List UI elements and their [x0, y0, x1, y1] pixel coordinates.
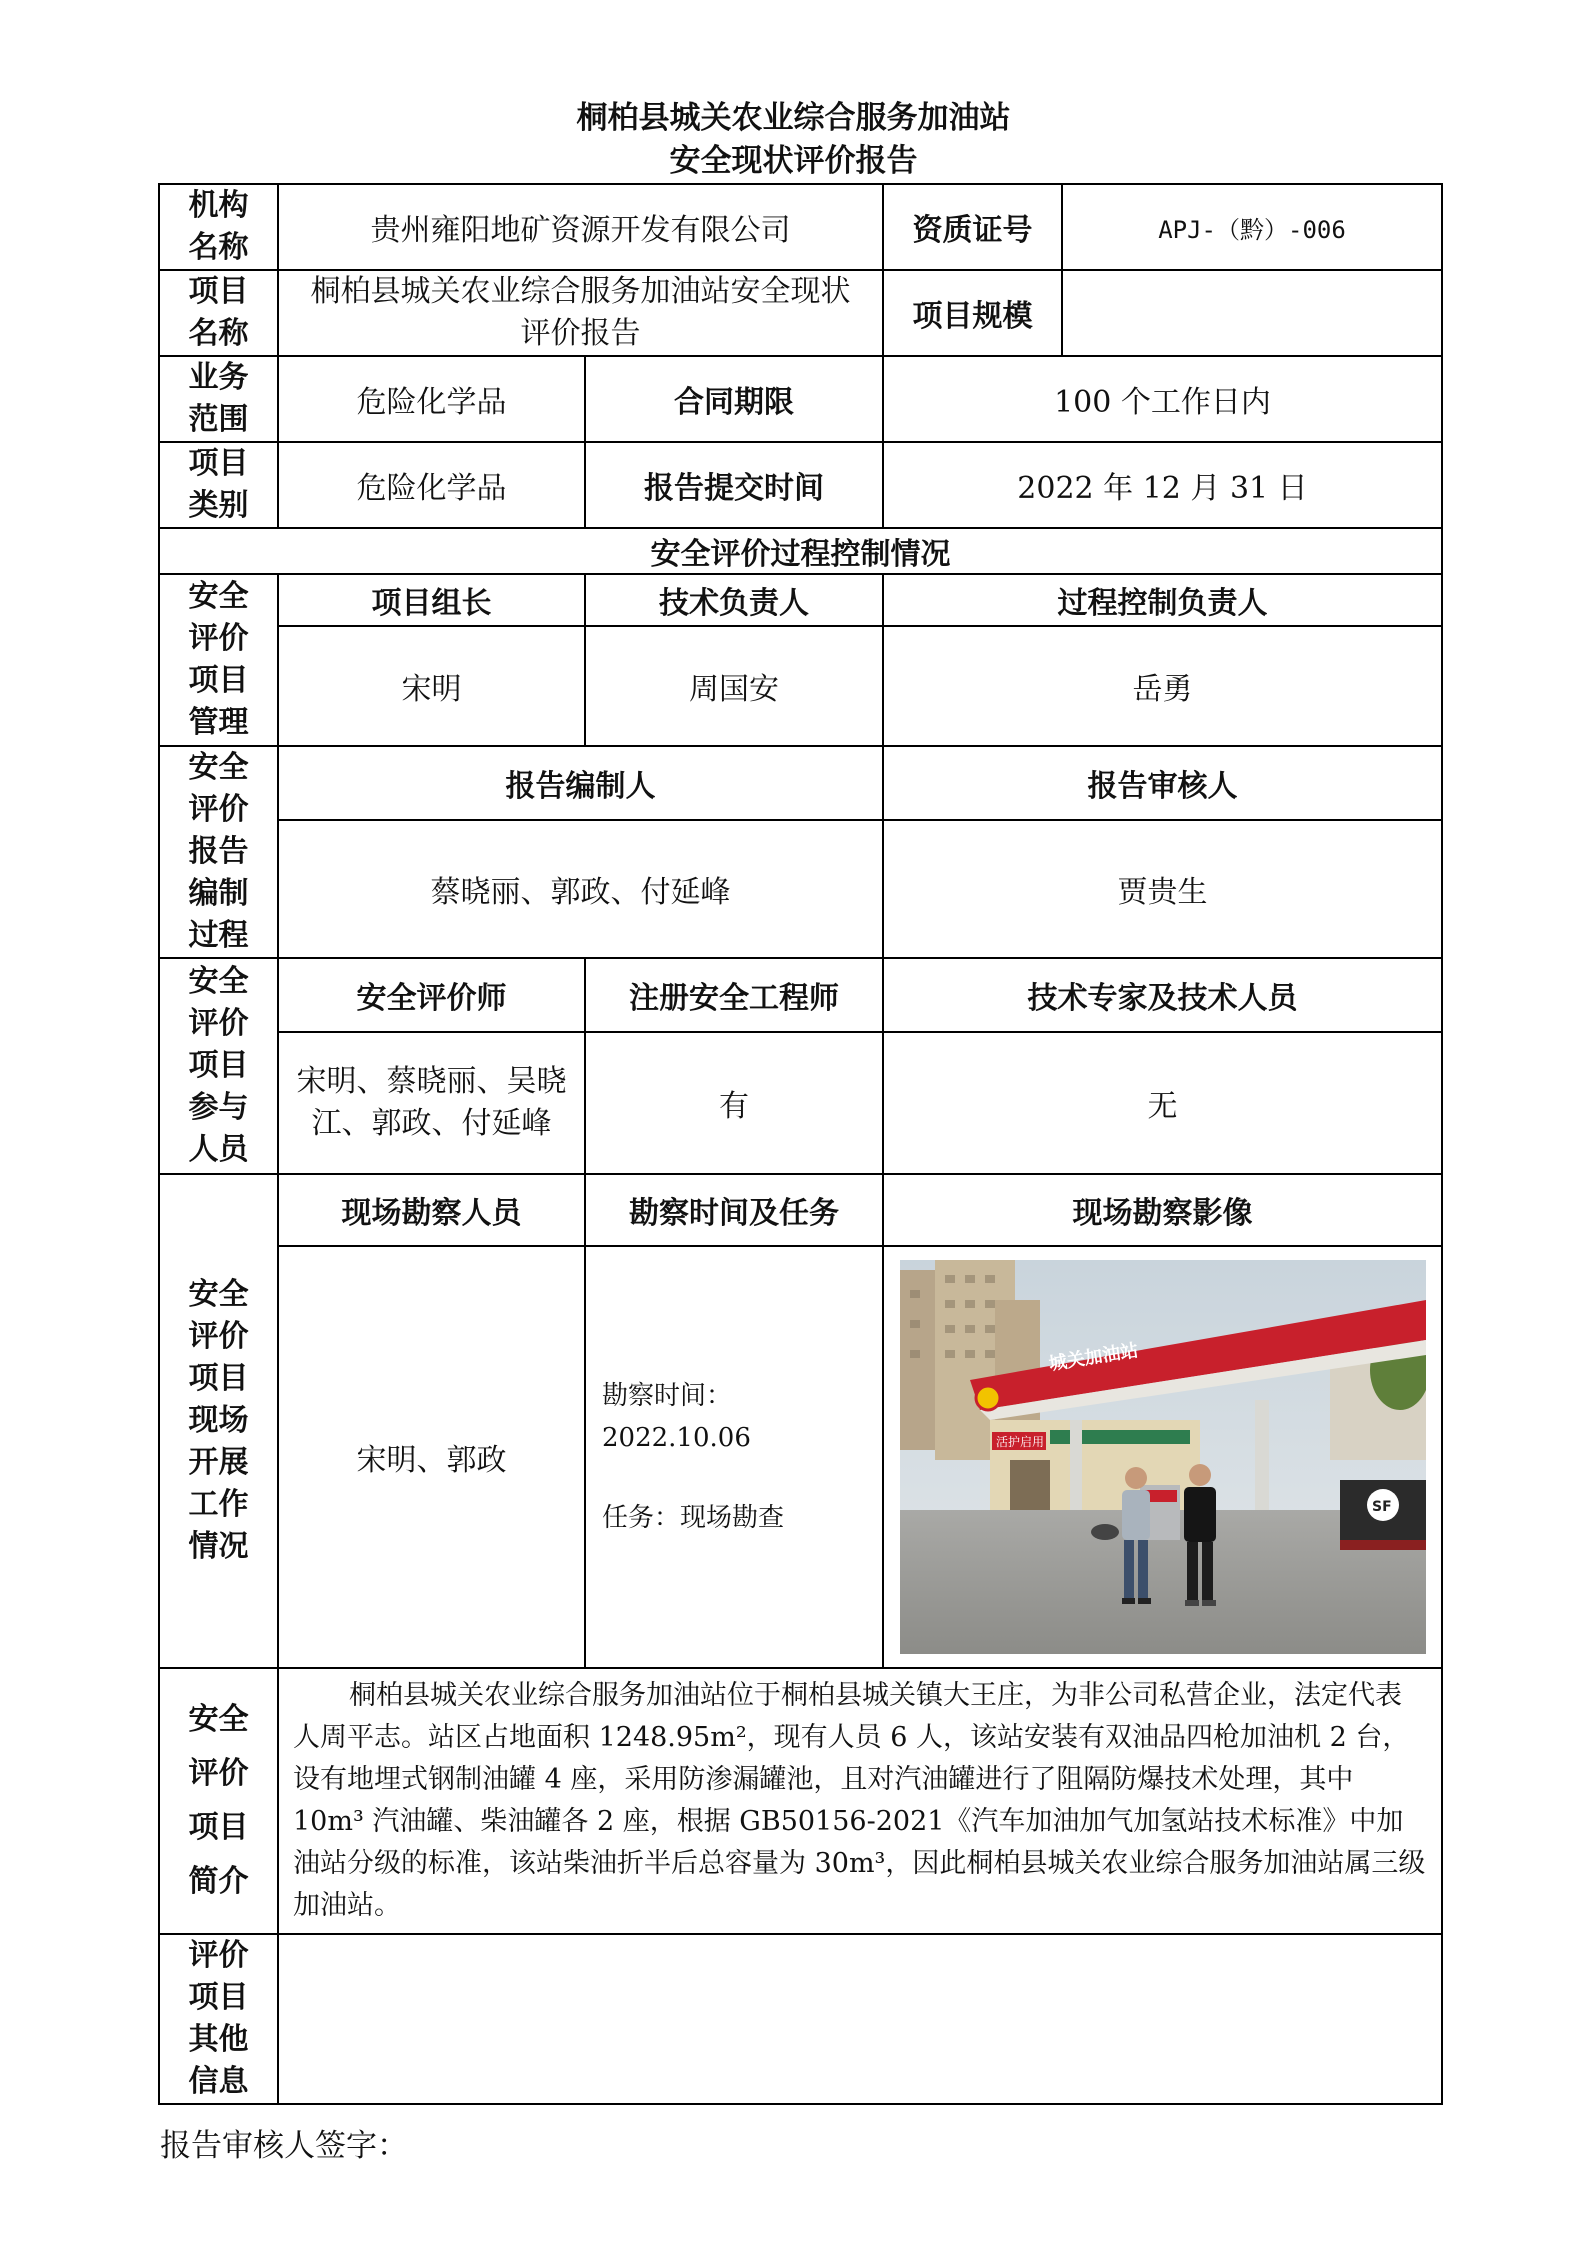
- project-name-label: 项目名称: [159, 270, 278, 356]
- reviewer-signature-label: 报告审核人签字：: [160, 2128, 408, 2164]
- evaluator-header: 安全评价师: [278, 958, 585, 1032]
- cert-label: 资质证号: [883, 184, 1062, 270]
- tech-lead-value: 周国安: [585, 626, 883, 746]
- team-leader-value: 宋明: [278, 626, 585, 746]
- org-value: 贵州雍阳地矿资源开发有限公司: [278, 184, 883, 270]
- compilation-label: 安全评价报告编制过程: [159, 746, 278, 958]
- evaluation-table: [158, 183, 1443, 2105]
- project-type-label: 项目类别: [159, 442, 278, 528]
- document-title: 桐柏县城关农业综合服务加油站: [576, 100, 1011, 136]
- site-work-label: 安全评价项目现场开展工作情况: [159, 1174, 278, 1668]
- compiler-header: 报告编制人: [278, 746, 883, 820]
- evaluator-value: 宋明、蔡晓丽、吴晓江、郭政、付延峰: [278, 1032, 585, 1174]
- expert-value: 无: [883, 1032, 1442, 1174]
- project-name-value: 桐柏县城关农业综合服务加油站安全现状评价报告: [278, 270, 883, 356]
- expert-header: 技术专家及技术人员: [883, 958, 1442, 1032]
- process-lead-header: 过程控制负责人: [883, 574, 1442, 626]
- survey-time-task: [585, 1246, 883, 1668]
- intro-text: 桐柏县城关农业综合服务加油站位于桐柏县城关镇大王庄，为非公司私营企业，法定代表人周平志。站区占地面积 1248.95m²，现有人员 6 人，该站安装有双油品四枪加油机 2 台，设有地埋式钢制油罐 4 座，采用防渗漏罐池，且对汽油罐进行了阻隔防爆技术处理，其中 10m³ 汽油罐、柴油罐各 2 座，根据 GB50156-2021《汽车加油加气加氢站技术标准》中加油站分级的标准，该站柴油折半后总容量为 30m³，因此桐柏县城关农业综合服务加油站属三级加油站。: [278, 1668, 1442, 1934]
- site-survey-photo: [900, 1260, 1426, 1654]
- submit-time-label: 报告提交时间: [585, 442, 883, 528]
- survey-time-text: 勘察时间：2022.10.06: [602, 1381, 751, 1453]
- shop-sign-text: 活护启用: [995, 1435, 1044, 1449]
- survey-staff-value: 宋明、郭政: [278, 1246, 585, 1668]
- participants-label: 安全评价项目参与人员: [159, 958, 278, 1174]
- business-scope-label: 业务范围: [159, 356, 278, 442]
- other-info-label: 评价项目其他信息: [159, 1934, 278, 2104]
- management-label: 安全评价项目管理: [159, 574, 278, 746]
- document-subtitle: 安全现状评价报告: [669, 143, 918, 179]
- reviewer-value: 贾贵生: [883, 820, 1442, 958]
- reviewer-header: 报告审核人: [883, 746, 1442, 820]
- team-leader-header: 项目组长: [278, 574, 585, 626]
- survey-task-text: 任务：现场勘查: [602, 1503, 785, 1533]
- intro-label: 安全评价项目简介: [159, 1668, 278, 1934]
- survey-staff-header: 现场勘察人员: [278, 1174, 585, 1246]
- project-scale-value: [1062, 270, 1442, 356]
- courier-logo-text: SF: [1371, 1499, 1392, 1515]
- survey-time-header: 勘察时间及任务: [585, 1174, 883, 1246]
- process-control-header: 安全评价过程控制情况: [159, 528, 1442, 574]
- contract-term-value: 100 个工作日内: [883, 356, 1442, 442]
- other-info-value: [278, 1934, 1442, 2104]
- business-scope-value: 危险化学品: [278, 356, 585, 442]
- survey-photo-header: 现场勘察影像: [883, 1174, 1442, 1246]
- process-lead-value: 岳勇: [883, 626, 1442, 746]
- contract-term-label: 合同期限: [585, 356, 883, 442]
- tech-lead-header: 技术负责人: [585, 574, 883, 626]
- survey-photo-cell: [883, 1246, 1442, 1668]
- project-scale-label: 项目规模: [883, 270, 1062, 356]
- compiler-value: 蔡晓丽、郭政、付延峰: [278, 820, 883, 958]
- submit-time-value: 2022 年 12 月 31 日: [883, 442, 1442, 528]
- safety-engineer-value: 有: [585, 1032, 883, 1174]
- safety-engineer-header: 注册安全工程师: [585, 958, 883, 1032]
- station-sign-text: 城关加油站: [1046, 1340, 1140, 1375]
- cert-value: APJ-（黔）-006: [1062, 184, 1442, 270]
- org-label: 机构名称: [159, 184, 278, 270]
- project-type-value: 危险化学品: [278, 442, 585, 528]
